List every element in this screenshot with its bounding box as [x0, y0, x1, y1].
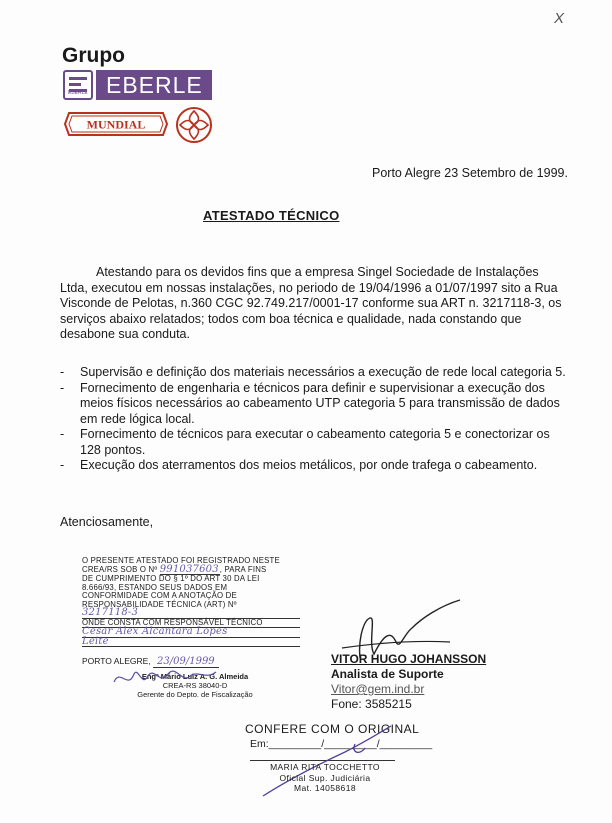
confere-signer — [262, 762, 388, 794]
stamp-date: 23/09/1999 — [153, 656, 219, 668]
stamp-line: CREA/RS SOB O Nº 991037603, PARA FINS — [82, 563, 267, 575]
stamp-registration-number: 991037603 — [159, 563, 219, 575]
confere-title: Oficial Sup. Judiciária — [279, 772, 371, 783]
group-label: Grupo — [62, 44, 125, 67]
document-title: ATESTADO TÉCNICO — [203, 208, 340, 223]
date-line: Porto Alegre 23 Setembro de 1999. — [372, 166, 568, 180]
analyst-email[interactable]: Vitor@gem.ind.br — [331, 682, 425, 696]
signer-crea: CREA-RS 38040-D — [162, 681, 228, 690]
stamp-responsible-name: Leite — [82, 638, 300, 648]
stamp-line: ONDE CONSTA COM RESPONSÁVEL TÉCNICO — [82, 619, 300, 629]
list-item: - Execução dos aterramentos dos meios metálicos, por onde trafega o cabeamento. — [60, 458, 570, 474]
stamp-responsible-name: Cesar Alex Alcantara Lopes — [82, 628, 300, 638]
main-paragraph: Atestando para os devidos fins que a empresa Singel Sociedade de Instalações Ltda, executou em nossas instalações, no periodo de 19/04/1996 a 01/07/1997 sito a Rua Visconde de Pelotas, n.360 CGC 92.749.217/0001-17 conforme sua ART n. 3217118-3, os serviços abaixo relatados; todos com boa técnica e qualidade, nada constando que desabone sua conduta. — [60, 265, 562, 341]
mundial-logo-text: MUNDIAL — [86, 117, 146, 132]
stamp-line: O PRESENTE ATESTADO FOI REGISTRADO NESTE — [82, 556, 280, 565]
mundial-emblem-icon — [174, 105, 214, 145]
list-item: - Supervisão e definição dos materiais necessários a execução de rede local categoria 5. — [60, 365, 570, 381]
confere-label: CONFERE COM O ORIGINAL — [245, 722, 420, 736]
confere-mat: Mat. 14058618 — [294, 783, 356, 793]
analyst-role: Analista de Suporte — [331, 667, 444, 681]
stamp-line: CONFORMIDADE COM A ANOTAÇÃO DE — [82, 591, 237, 600]
confere-date-line: Em:_________/_________/_________ — [250, 738, 433, 750]
analyst-name: VITOR HUGO JOHANSSON — [331, 652, 487, 666]
list-item: - Fornecimento de engenharia e técnicos para definir e supervisionar a execução dos meios físicos necessários ao cabeamento UTP categoria 5 para transmissão de dados em rede lógica local. — [60, 381, 570, 428]
mundial-logo — [63, 110, 169, 138]
stamp-line: 8.666/93, ESTANDO SEUS DADOS EM — [82, 582, 228, 592]
analyst-block — [331, 652, 486, 712]
analyst-phone: Fone: 3585215 — [331, 697, 412, 711]
crea-signature — [110, 660, 220, 695]
body-text — [60, 265, 564, 343]
crea-stamp — [82, 557, 300, 647]
signer-role: Gerente do Depto. de Fiscalização — [137, 690, 253, 699]
eberle-logo-icon: EBERLE — [63, 70, 93, 100]
stamp-line: RESPONSABILIDADE TÉCNICA (ART) Nº — [82, 599, 237, 609]
corner-mark: X — [554, 10, 565, 27]
stamp-line: DE CUMPRIMENTO DO § 1º DO ART 30 DA LEI — [82, 574, 260, 583]
services-list — [60, 365, 570, 474]
signer-name: Engº Mário Luiz A. G. Almeida — [141, 672, 249, 681]
eberle-logo: EBERLE — [96, 70, 212, 100]
list-item: - Fornecimento de técnicos para executar o cabeamento categoria 5 e conectorizar os 128 pontos. — [60, 427, 570, 458]
confere-name: MARIA RITA TOCCHETTO — [270, 762, 380, 772]
stamp-date-line: PORTO ALEGRE, 23/09/1999 — [82, 656, 219, 667]
stamp-art-number: 3217118-3 — [82, 609, 300, 619]
closing: Atenciosamente, — [60, 515, 154, 529]
